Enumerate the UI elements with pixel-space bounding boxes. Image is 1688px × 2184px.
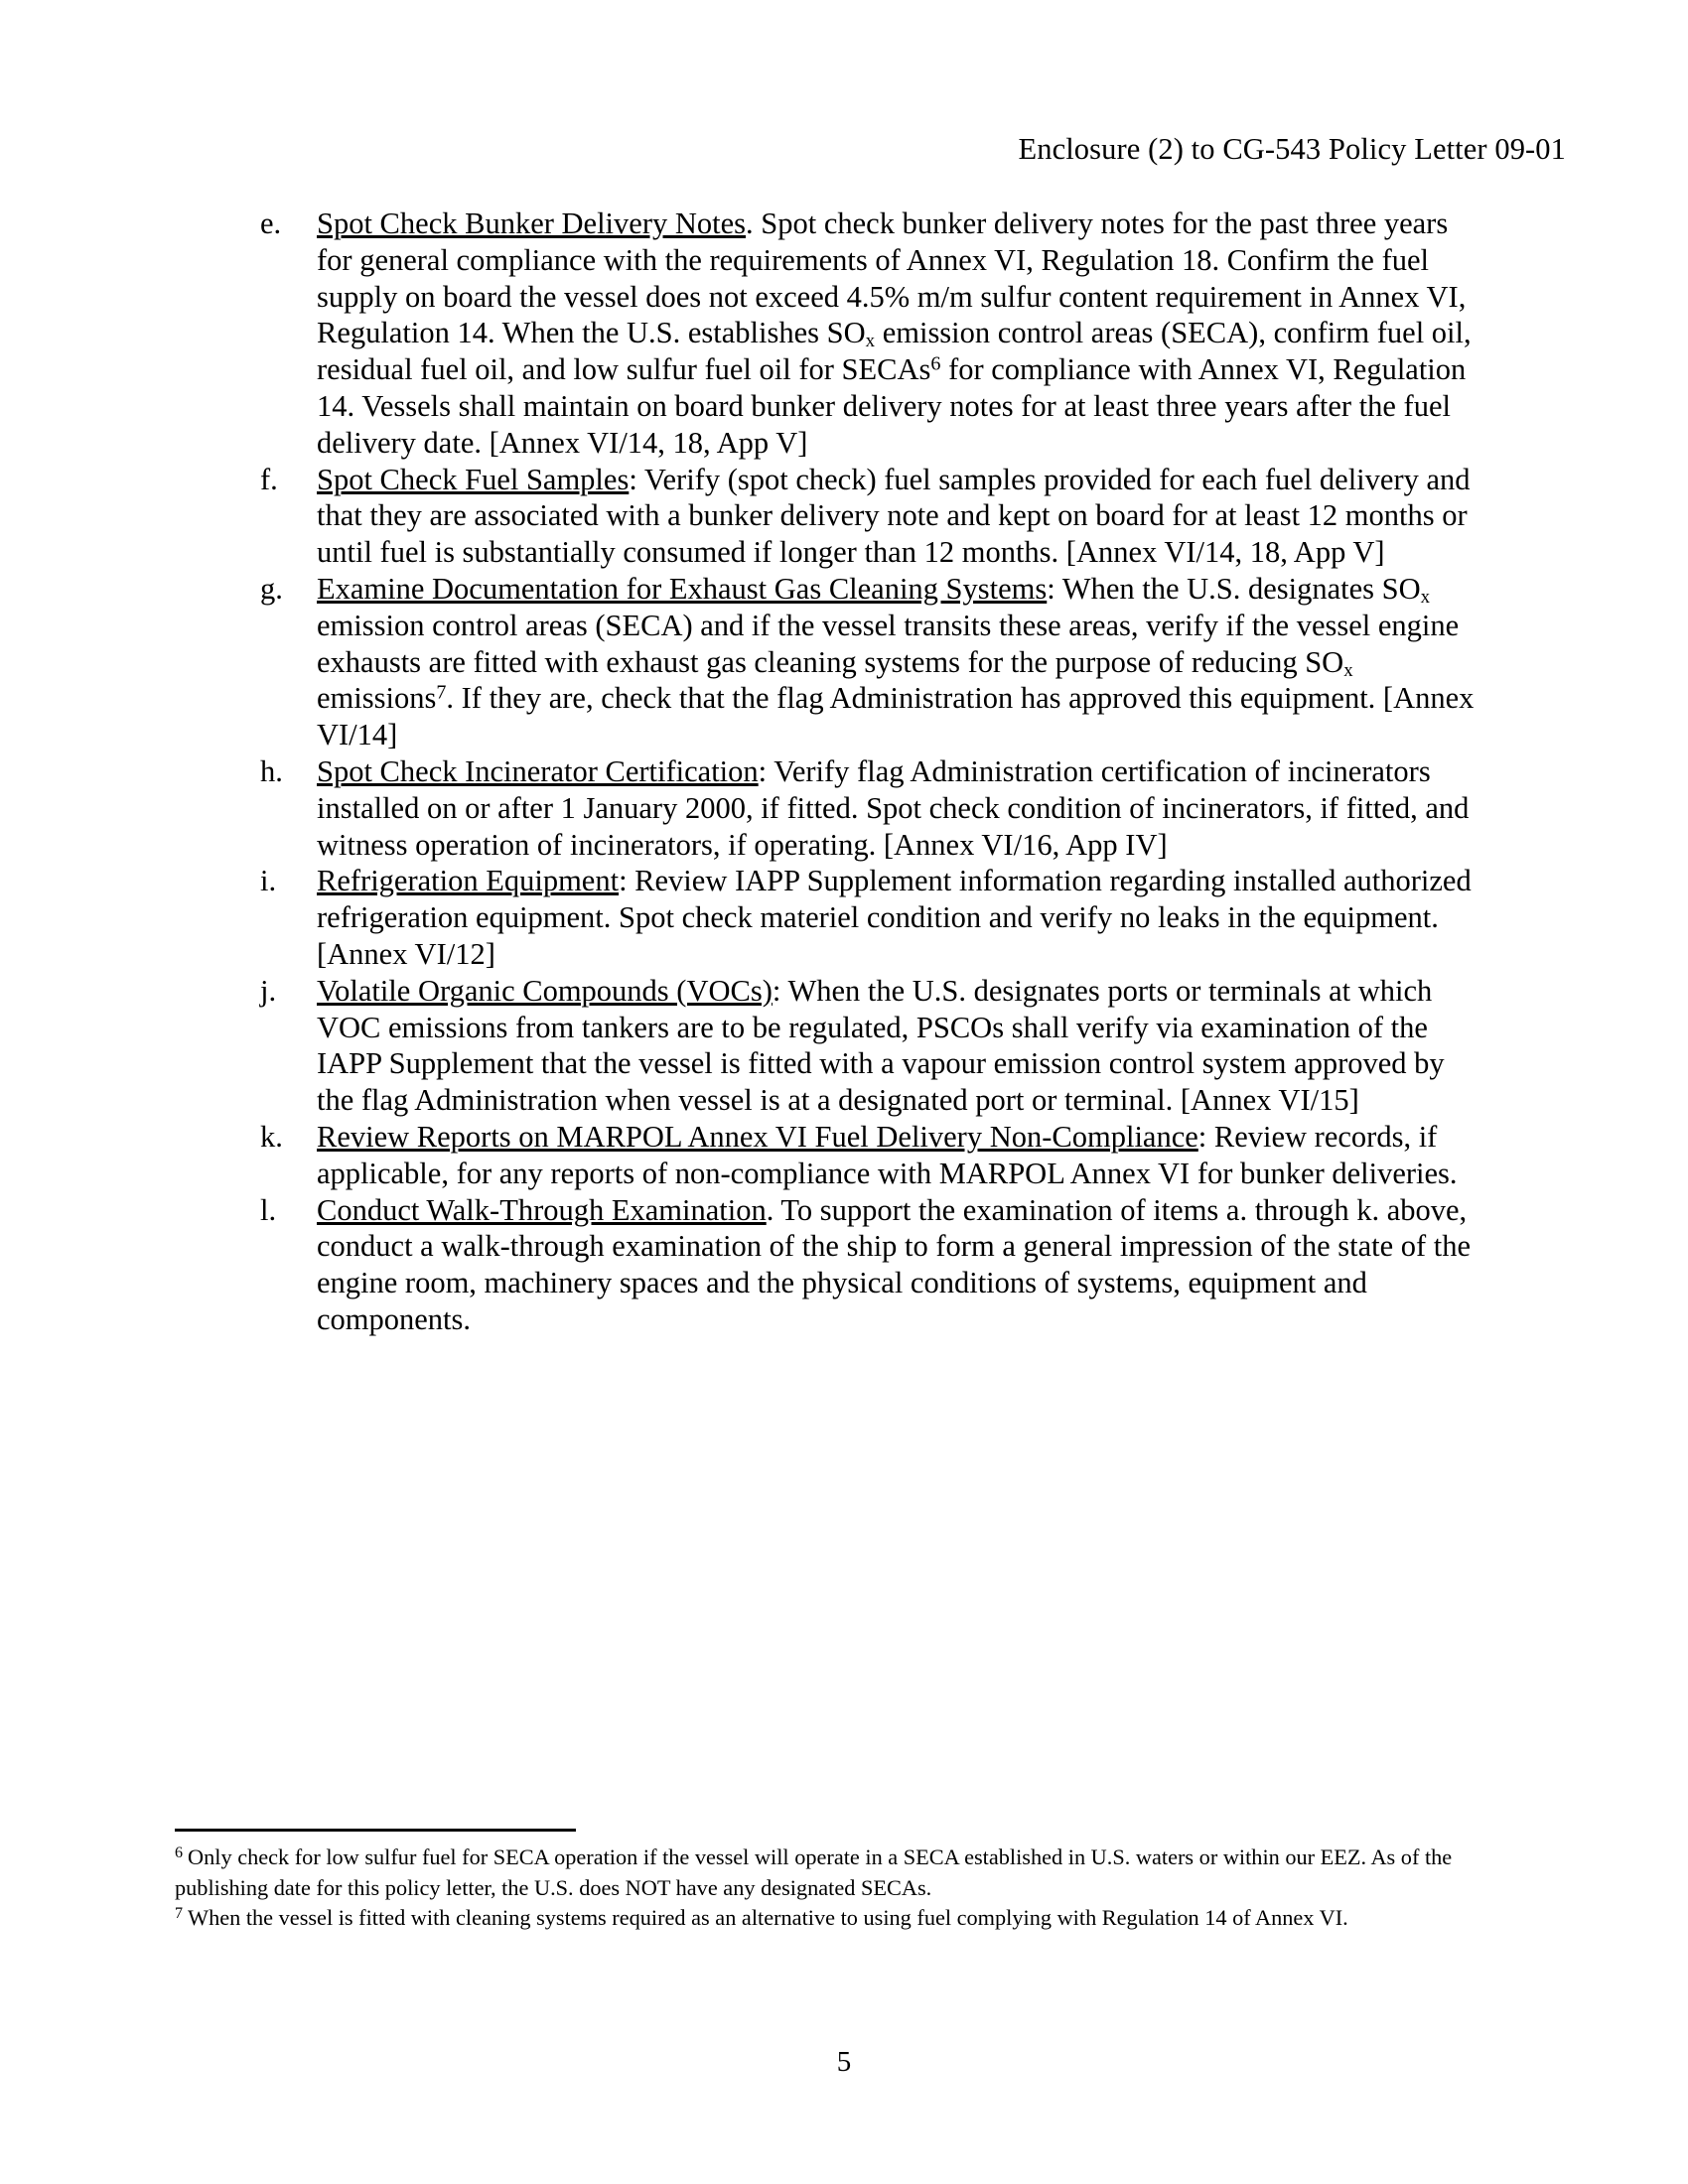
list-item-f (260, 462, 1483, 571)
list-item-text (317, 973, 1483, 1119)
list-item-text (317, 1119, 1483, 1192)
list-item-g (260, 571, 1483, 753)
list-marker: l. (260, 1192, 277, 1227)
footnote-6 (175, 1843, 1513, 1903)
document-body (260, 205, 1483, 1338)
footnote-ref-6[interactable]: 6 (930, 352, 941, 375)
list-marker: i. (260, 864, 277, 898)
item-body-1: When the U.S. designates ports or terminals at which VOC emissions from tankers are to be regulated, PSCOs shall verify via examination of the IAPP Supplement that the vessel is fitted with a vapour emission control system approved by the flag Administration when vessel is at a designated port or terminal. [Annex VI/15] (317, 973, 1445, 1118)
footnote-separator-rule (175, 1829, 576, 1832)
item-body-1: When the U.S. designates SO (1055, 571, 1421, 606)
list-item-text (317, 205, 1483, 462)
list-item-i (260, 863, 1483, 972)
item-heading: Volatile Organic Compounds (VOCs) (317, 973, 773, 1008)
list-marker: g. (260, 571, 283, 606)
footnote-marker: 7 (175, 1904, 184, 1922)
item-heading: Review Reports on MARPOL Annex VI Fuel Delivery Non-Compliance (317, 1119, 1198, 1154)
list-marker: j. (260, 973, 277, 1008)
lettered-list (260, 205, 1483, 1338)
item-heading: Examine Documentation for Exhaust Gas Cleaning Systems (317, 571, 1048, 606)
item-heading: Conduct Walk-Through Examination (317, 1192, 767, 1227)
item-heading: Spot Check Fuel Samples (317, 462, 630, 496)
footnote-7 (175, 1903, 1513, 1934)
list-item-text (317, 753, 1483, 863)
footnote-text: Only check for low sulfur fuel for SECA operation if the vessel will operate in a SECA established in U.S. waters or within our EEZ. As of the publishing date for this policy letter, the U.S. does NOT have any designated SECAs. (175, 1844, 1453, 1900)
item-body-2: emission control areas (SECA) and if the vessel transits these areas, verify if the vessel engine exhausts are fitted with exhaust gas cleaning systems for the purpose of reducing SO (317, 608, 1460, 679)
item-body-1: Spot check bunker delivery notes for the past three years for general compliance with the requirements of Annex VI, Regulation 18. Confirm the fuel supply on board the vessel does not exceed 4.5% m/m sulfur content requirement in Annex VI, Regulation 14. When the U.S. establishes SO (317, 206, 1467, 350)
item-body-2: emission control areas (SECA), confirm fuel oil, residual fuel oil, and low sulfur fuel oil for SECAs (317, 316, 1472, 387)
item-body-1: To support the examination of items a. through k. above, conduct a walk-through examination of the ship to form a general impression of the state of the engine room, machinery spaces and the physical conditions of systems, equipment and components. (317, 1192, 1472, 1336)
item-heading-trailer: : (619, 864, 628, 898)
item-body-1: Review IAPP Supplement information regarding installed authorized refrigeration equipment. Spot check materiel condition and verify no leaks in the equipment. [Annex VI/12] (317, 864, 1472, 971)
footnote-ref-7[interactable]: 7 (436, 681, 447, 704)
item-heading-trailer: : (1197, 1119, 1207, 1154)
footnote-text: When the vessel is fitted with cleaning systems required as an alternative to using fuel complying with Regulation 14 of Annex VI. (188, 1905, 1348, 1930)
item-heading-trailer: : (758, 753, 768, 788)
subscript-x: x (1420, 587, 1431, 609)
list-item-text (317, 863, 1483, 972)
item-heading: Refrigeration Equipment (317, 864, 620, 898)
item-body-3: for compliance with Annex VI, Regulation 14. Vessels shall maintain on board bunker delivery notes for at least three years after the fuel delivery date. [Annex VI/14, 18, App V] (317, 352, 1467, 460)
list-marker: h. (260, 753, 283, 788)
item-heading: Spot Check Bunker Delivery Notes (317, 206, 747, 240)
page-header: Enclosure (2) to CG-543 Policy Letter 09-01 (1018, 132, 1566, 166)
footnote-marker: 6 (175, 1843, 184, 1861)
subscript-x: x (1343, 659, 1353, 681)
item-heading-trailer: . (746, 206, 754, 240)
page-number: 5 (836, 2046, 852, 2078)
list-item-j (260, 973, 1483, 1119)
list-item-l (260, 1192, 1483, 1338)
item-heading: Spot Check Incinerator Certification (317, 753, 759, 788)
subscript-x: x (865, 331, 876, 352)
list-item-text (317, 462, 1483, 571)
list-item-h (260, 753, 1483, 863)
item-body-3: emissions (317, 681, 437, 716)
item-heading-trailer: : (1047, 571, 1055, 606)
item-heading-trailer: . (766, 1192, 774, 1227)
item-body-1: Verify flag Administration certification of incinerators installed on or after 1 January 2000, if fitted. Spot check condition of incinerators, if fitted, and witness operation of incinerators, if operating. [Annex VI/16, App IV] (317, 753, 1470, 862)
list-item-e (260, 205, 1483, 462)
list-marker: e. (260, 206, 282, 240)
list-marker: k. (260, 1119, 283, 1154)
list-item-text (317, 571, 1483, 753)
item-heading-trailer: : (772, 973, 781, 1008)
footnote-area (175, 1829, 1513, 1934)
item-body-1: Verify (spot check) fuel samples provided for each fuel delivery and that they are associated with a bunker delivery note and kept on board for at least 12 months or until fuel is substantially consumed if longer than 12 months. [Annex VI/14, 18, App V] (317, 462, 1471, 570)
list-item-k (260, 1119, 1483, 1192)
item-body-1: Review records, if applicable, for any reports of non-compliance with MARPOL Annex VI for bunker deliveries. (317, 1119, 1458, 1190)
item-heading-trailer: : (629, 462, 637, 496)
list-item-text (317, 1192, 1483, 1338)
list-marker: f. (260, 462, 278, 496)
item-body-4: . If they are, check that the flag Administration has approved this equipment. [Annex VI/14] (317, 681, 1475, 752)
